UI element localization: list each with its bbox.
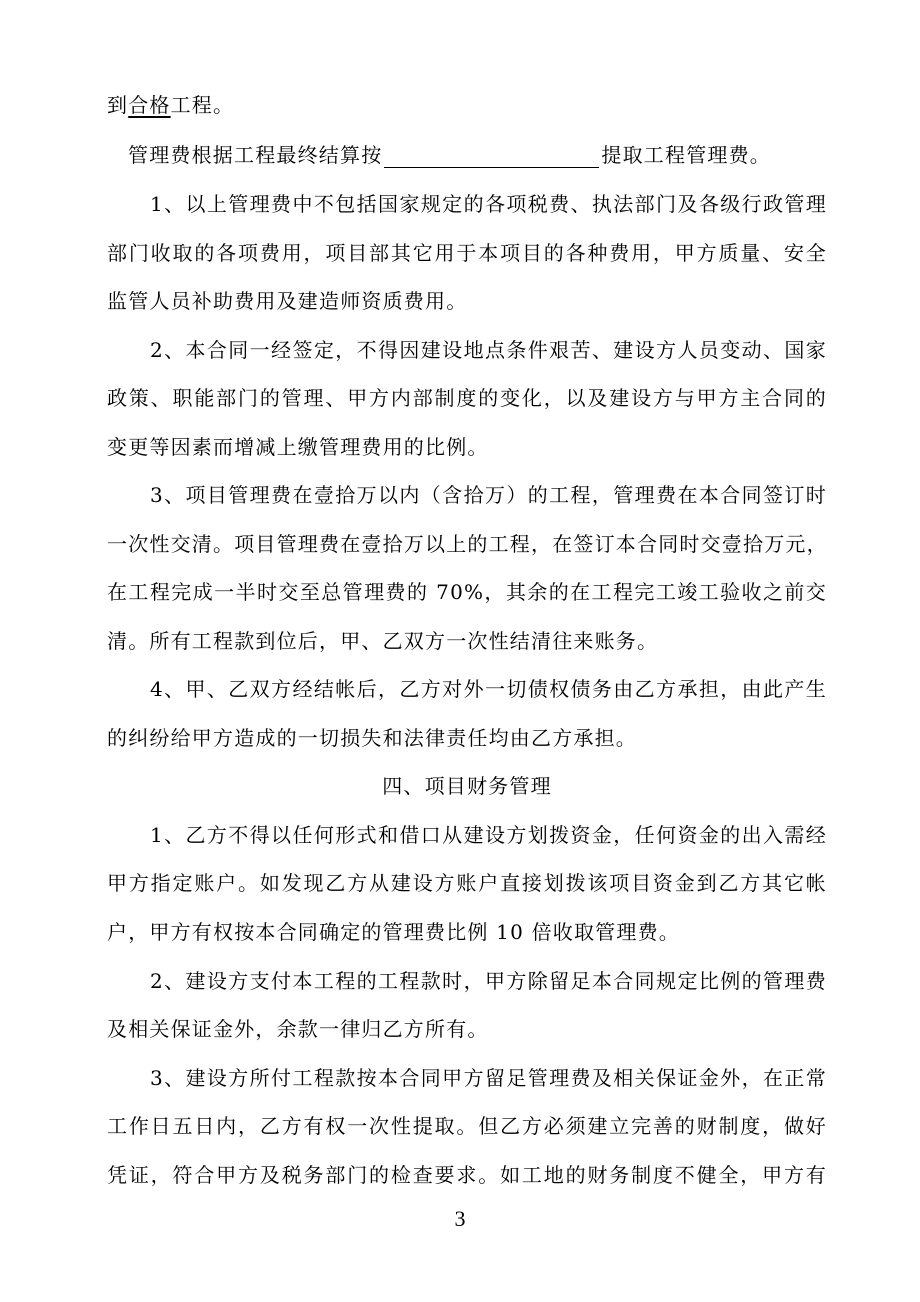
paragraph-line: 清。所有工程款到位后，甲、乙双方一次性结清往来账务。 [107,629,659,653]
paragraph-line: 在工程完成一半时交至总管理费的 70%，其余的在工程完工竣工验收之前交 [107,580,827,604]
paragraph-line: 及相关保证金外，余款一律归乙方所有。 [107,1017,489,1041]
paragraph-line [107,92,827,118]
paragraph-line: 1、乙方不得以任何形式和借口从建设方划拨资金，任何资金的出入需经 [150,823,827,847]
paragraph-line: 户，甲方有权按本合同确定的管理费比例 10 倍收取管理费。 [107,920,680,944]
paragraph-line: 3、建设方所付工程款按本合同甲方留足管理费及相关保证金外，在正常 [150,1066,827,1090]
paragraph-line: 变更等因素而增减上缴管理费用的比例。 [107,435,489,459]
paragraph-line-with-blank [128,142,827,168]
paragraph-line: 一次性交清。项目管理费在壹拾万以上的工程，在签订本合同时交壹拾万元， [107,532,828,556]
underlined-text: 合格 [128,93,171,117]
paragraph-line: 部门收取的各项费用，项目部其它用于本项目的各种费用，甲方质量、安全 [107,241,827,265]
section-heading: 四、项目财务管理 [382,774,552,798]
paragraph-line: 3、项目管理费在壹拾万以内（含拾万）的工程，管理费在本合同签订时 [150,483,827,507]
text-segment: 到 [107,93,129,117]
paragraph-line: 1、以上管理费中不包括国家规定的各项税费、执法部门及各级行政管理 [150,192,827,216]
page-number: 3 [454,1206,466,1231]
fill-in-blank [384,145,599,168]
paragraph-line: 凭证，符合甲方及税务部门的检查要求。如工地的财务制度不健全，甲方有 [107,1163,827,1187]
paragraph-line: 政策、职能部门的管理、甲方内部制度的变化，以及建设方与甲方主合同的 [107,386,827,410]
paragraph-line: 工作日五日内，乙方有权一次性提取。但乙方必须建立完善的财制度，做好 [107,1114,827,1138]
paragraph-line: 的纠纷给甲方造成的一切损失和法律责任均由乙方承担。 [107,726,637,750]
text-segment: 管理费根据工程最终结算按 [128,143,383,167]
paragraph-line: 2、建设方支付本工程的工程款时，甲方除留足本合同规定比例的管理费 [150,969,827,993]
paragraph-line: 4、甲、乙双方经结帐后，乙方对外一切债权债务由乙方承担，由此产生 [150,677,827,701]
paragraph-line: 2、本合同一经签定，不得因建设地点条件艰苦、建设方人员变动、国家 [150,338,827,362]
text-segment: 提取工程管理费。 [601,143,772,167]
text-segment: 工程。 [170,93,235,117]
paragraph-line: 甲方指定账户。如发现乙方从建设方账户直接划拨该项目资金到乙方其它帐 [107,871,827,895]
paragraph-line: 监管人员补助费用及建造师资质费用。 [107,289,468,313]
